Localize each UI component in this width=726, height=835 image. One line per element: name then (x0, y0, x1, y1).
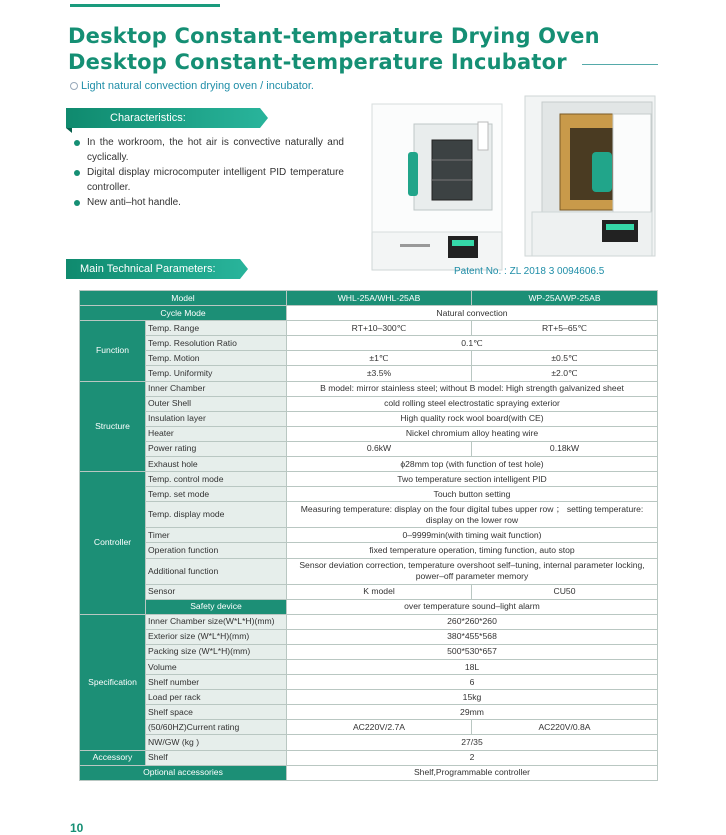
table-row (80, 487, 658, 502)
model-col2: WP-25A/WP-25AB (472, 291, 658, 306)
table-row (80, 558, 658, 584)
category-cell: Function (80, 321, 146, 381)
table-row (80, 426, 658, 441)
row-value: High quality rock wool board(with CE) (287, 411, 658, 426)
row-value: Two temperature section intelligent PID (287, 472, 658, 487)
row-value: Measuring temperature: display on the four digital tubes upper row ； setting temperature: display on the lower row (287, 502, 658, 528)
table-row (80, 366, 658, 381)
table-row (80, 599, 658, 614)
row-label: Temp. Range (146, 321, 287, 336)
category-cell: Structure (80, 381, 146, 472)
row-label: NW/GW (kg ) (146, 735, 287, 750)
subtitle (70, 80, 314, 92)
row-value: K model (287, 584, 472, 599)
row-label: Inner Chamber (146, 381, 287, 396)
list-item: Digital display microcomputer intelligent PID temperature controller. (72, 166, 344, 195)
characteristics-heading: Characteristics: (66, 108, 260, 128)
row-value: 6 (287, 675, 658, 690)
row-value: over temperature sound–light alarm (287, 599, 658, 614)
row-value: 260*260*260 (287, 614, 658, 629)
row-label: Shelf space (146, 705, 287, 720)
row-label: Packing size (W*L*H)(mm) (146, 644, 287, 659)
row-value: B model: mirror stainless steel; without B model: High strength galvanized sheet (287, 381, 658, 396)
row-value: ±1℃ (287, 351, 472, 366)
row-value: 0.1℃ (287, 336, 658, 351)
row-label: Timer (146, 528, 287, 543)
characteristics-list (72, 136, 344, 212)
row-label: Temp. set mode (146, 487, 287, 502)
row-value: Touch button setting (287, 487, 658, 502)
row-label: Shelf (146, 750, 287, 765)
table-row (80, 351, 658, 366)
row-value: Natural convection (287, 306, 658, 321)
row-value: RT+10–300℃ (287, 321, 472, 336)
row-value: 0–9999min(with timing wait function) (287, 528, 658, 543)
incubator-image (525, 96, 655, 256)
table-row (80, 765, 658, 780)
subtitle-text: Light natural convection drying oven / incubator. (81, 80, 314, 92)
page-title-line2: Desktop Constant-temperature Incubator (68, 50, 567, 74)
table-row (80, 735, 658, 750)
row-value: fixed temperature operation, timing function, auto stop (287, 543, 658, 558)
table-row (80, 584, 658, 599)
row-label: Temp. control mode (146, 472, 287, 487)
table-row (80, 441, 658, 456)
row-value: cold rolling steel electrostatic spraying exterior (287, 396, 658, 411)
row-value: 500*530*657 (287, 644, 658, 659)
drying-oven-image (372, 104, 502, 270)
row-label: (50/60HZ)Current rating (146, 720, 287, 735)
title-rule (582, 64, 658, 65)
table-row (80, 543, 658, 558)
table-row (80, 528, 658, 543)
table-row (80, 675, 658, 690)
row-label: Operation function (146, 543, 287, 558)
row-value: 380*455*568 (287, 629, 658, 644)
row-value: Nickel chromium alloy heating wire (287, 426, 658, 441)
row-value: ±2.0℃ (472, 366, 658, 381)
oven-product-photo (370, 94, 660, 272)
row-label: Safety device (146, 599, 287, 614)
spec-table (79, 290, 658, 781)
page-title-line1: Desktop Constant-temperature Drying Oven (68, 24, 600, 48)
row-label: Inner Chamber size(W*L*H)(mm) (146, 614, 287, 629)
row-label: Exhaust hole (146, 457, 287, 472)
parameters-heading: Main Technical Parameters: (66, 259, 240, 279)
row-value: 27/35 (287, 735, 658, 750)
table-row (80, 457, 658, 472)
row-value: ±3.5% (287, 366, 472, 381)
row-label: Insulation layer (146, 411, 287, 426)
row-value: Shelf,Programmable controller (287, 765, 658, 780)
table-row (80, 502, 658, 528)
row-value: AC220V/0.8A (472, 720, 658, 735)
ring-bullet-icon (70, 82, 78, 90)
top-accent-bar (70, 4, 220, 7)
table-row (80, 336, 658, 351)
page-number: 10 (70, 821, 84, 835)
table-row (80, 321, 658, 336)
row-label: Volume (146, 659, 287, 674)
row-label: Temp. display mode (146, 502, 287, 528)
row-value: 0.18kW (472, 441, 658, 456)
table-row (80, 629, 658, 644)
model-label: Model (80, 291, 287, 306)
category-cell: Controller (80, 472, 146, 615)
row-value: ϕ28mm top (with function of test hole) (287, 457, 658, 472)
table-row (80, 690, 658, 705)
row-label: Outer Shell (146, 396, 287, 411)
table-row (80, 720, 658, 735)
table-row (80, 705, 658, 720)
table-row (80, 411, 658, 426)
row-label: Additional function (146, 558, 287, 584)
row-label: Shelf number (146, 675, 287, 690)
row-label: Temp. Resolution Ratio (146, 336, 287, 351)
table-row (80, 396, 658, 411)
table-row (80, 381, 658, 396)
row-value: 15kg (287, 690, 658, 705)
row-label: Cycle Mode (80, 306, 287, 321)
model-col1: WHL-25A/WHL-25AB (287, 291, 472, 306)
row-value: 18L (287, 659, 658, 674)
category-cell: Accessory (80, 750, 146, 765)
patent-number: Patent No. : ZL 2018 3 0094606.5 (454, 266, 605, 277)
row-label: Load per rack (146, 690, 287, 705)
row-value: AC220V/2.7A (287, 720, 472, 735)
row-label: Sensor (146, 584, 287, 599)
row-value: 2 (287, 750, 658, 765)
row-value: CU50 (472, 584, 658, 599)
table-row (80, 614, 658, 629)
table-row (80, 659, 658, 674)
list-item: New anti–hot handle. (72, 196, 344, 211)
table-row (80, 291, 658, 306)
row-label: Power rating (146, 441, 287, 456)
row-label: Exterior size (W*L*H)(mm) (146, 629, 287, 644)
row-label: Temp. Uniformity (146, 366, 287, 381)
category-cell: Specification (80, 614, 146, 750)
row-value: Sensor deviation correction, temperature overshoot self–tuning, internal parameter locking, power–off parameter memory (287, 558, 658, 584)
row-value: ±0.5℃ (472, 351, 658, 366)
row-label: Optional accessories (80, 765, 287, 780)
row-value: 29mm (287, 705, 658, 720)
table-row (80, 306, 658, 321)
row-value: RT+5–65℃ (472, 321, 658, 336)
row-value: 0.6kW (287, 441, 472, 456)
table-row (80, 750, 658, 765)
table-row (80, 644, 658, 659)
row-label: Heater (146, 426, 287, 441)
row-label: Temp. Motion (146, 351, 287, 366)
list-item: In the workroom, the hot air is convective naturally and cyclically. (72, 136, 344, 165)
table-row (80, 472, 658, 487)
